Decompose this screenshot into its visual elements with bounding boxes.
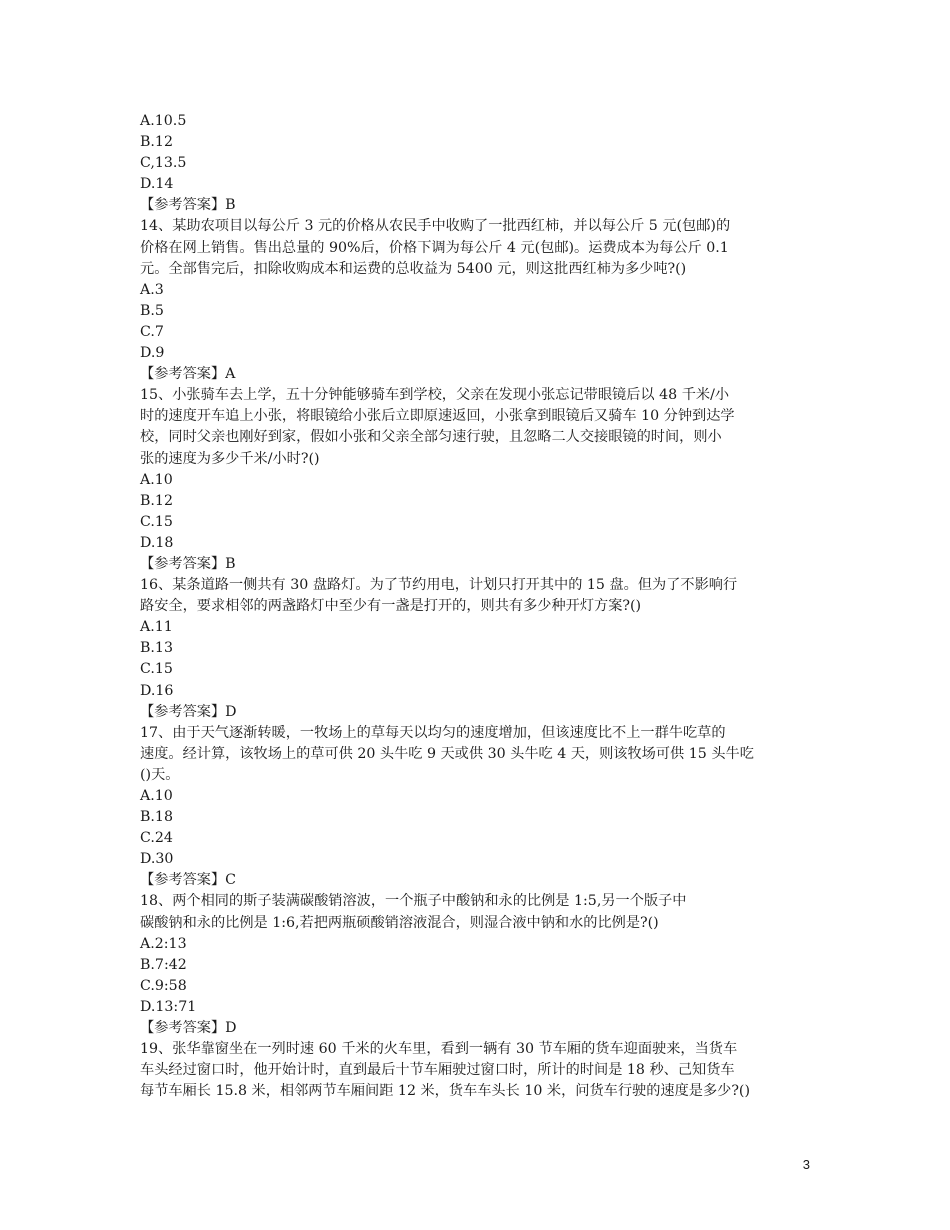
option-line: C.15 — [140, 661, 173, 678]
page-content — [140, 111, 812, 1102]
answer-line: 【参考答案】B — [140, 197, 236, 214]
option-line: A.3 — [140, 281, 164, 298]
option-line: A.11 — [140, 619, 173, 636]
option-line: C.24 — [140, 830, 173, 847]
question-line: 路安全，要求相邻的两盏路灯中至少有一盏是打开的，则共有多少种开灯方案?() — [140, 598, 642, 615]
question-line: 元。全部售完后，扣除收购成本和运费的总收益为 5400 元，则这批西红柿为多少吨?() — [140, 260, 687, 277]
option-line: D.9 — [140, 345, 165, 362]
question-line: 车头经过窗口时，他开始计时，直到最后十节车厢驶过窗口时，所计的时间是 18 秒、己知货车 — [140, 1062, 735, 1079]
answer-line: 【参考答案】D — [140, 703, 237, 720]
option-line: B.12 — [140, 134, 173, 151]
option-line: C.9:58 — [140, 977, 187, 994]
question-line: 18、两个相同的斯子装满碳酸销溶波，一个瓶子中酸钠和永的比例是 1:5,另一个版子中 — [140, 893, 687, 910]
question-line: 17、由于天气逐渐转暖，一牧场上的草每天以均匀的速度增加，但该速度比不上一群牛吃草的 — [140, 724, 726, 741]
question-line: 碳酸钠和永的比例是 1:6,若把两瓶硕酸销溶液混合，则湿合液中钠和水的比例是?() — [140, 914, 659, 931]
question-line: 15、小张骑车去上学，五十分钟能够骑车到学校，父亲在发现小张忘记带眼镜后以 48 千米/小 — [140, 387, 730, 404]
option-line: C.15 — [140, 513, 173, 530]
option-line: A.10 — [140, 471, 173, 488]
option-line: C.7 — [140, 323, 164, 340]
option-line: A.2:13 — [140, 935, 187, 952]
option-line: B.12 — [140, 492, 173, 509]
question-line: 14、某助农项目以每公斤 3 元的价格从农民手中收购了一批西红柿，并以每公斤 5 元(包邮)的 — [140, 218, 731, 235]
option-line: A.10 — [140, 788, 173, 804]
option-line: D.30 — [140, 851, 174, 868]
answer-line: 【参考答案】A — [140, 366, 236, 383]
option-line: C,13.5 — [140, 155, 187, 172]
option-line: B.13 — [140, 640, 173, 657]
option-line: D.13:71 — [140, 998, 197, 1015]
question-line: 每节车厢长 15.8 米，相邻两节车厢间距 12 米，货车车头长 10 米，问货车行驶的速度是多少?() — [140, 1083, 750, 1100]
question-line: 时的速度开车追上小张，将眼镜给小张后立即原速返回，小张拿到眼镜后又骑车 10 分钟到达学 — [140, 408, 735, 425]
question-line: 速度。经计算，该牧场上的草可供 20 头牛吃 9 天或供 30 头牛吃 4 天，则该牧场可供 15 头牛吃 — [140, 745, 754, 762]
question-line: 19、张华靠窗坐在一列时速 60 千米的火车里，看到一辆有 30 节车厢的货车迎面驶来，当货车 — [140, 1041, 738, 1058]
question-line: 16、某条道路一侧共有 30 盘路灯。为了节约用电，计划只打开其中的 15 盘。但为了不影响行 — [140, 577, 738, 594]
question-line: 校，同时父亲也刚好到家，假如小张和父亲全部匀速行驶，且忽略二人交接眼镜的时间，则小 — [140, 429, 722, 446]
option-line: D.14 — [140, 176, 174, 193]
question-line: 张的速度为多少千米/小时?() — [140, 450, 320, 467]
option-line: B.18 — [140, 809, 173, 826]
page-number: 3 — [802, 1157, 810, 1172]
option-line: D.18 — [140, 534, 174, 551]
answer-line: 【参考答案】C — [140, 872, 236, 889]
question-line: ()天。 — [140, 766, 180, 783]
option-line: B.7:42 — [140, 956, 187, 973]
answer-line: 【参考答案】B — [140, 555, 236, 572]
option-line: A.10.5 — [140, 113, 187, 129]
option-line: B.5 — [140, 302, 164, 319]
question-line: 价格在网上销售。售出总量的 90%后，价格下调为每公斤 4 元(包邮)。运费成本为每公斤 0.1 — [140, 239, 729, 256]
answer-line: 【参考答案】D — [140, 1020, 237, 1037]
option-line: D.16 — [140, 682, 174, 699]
